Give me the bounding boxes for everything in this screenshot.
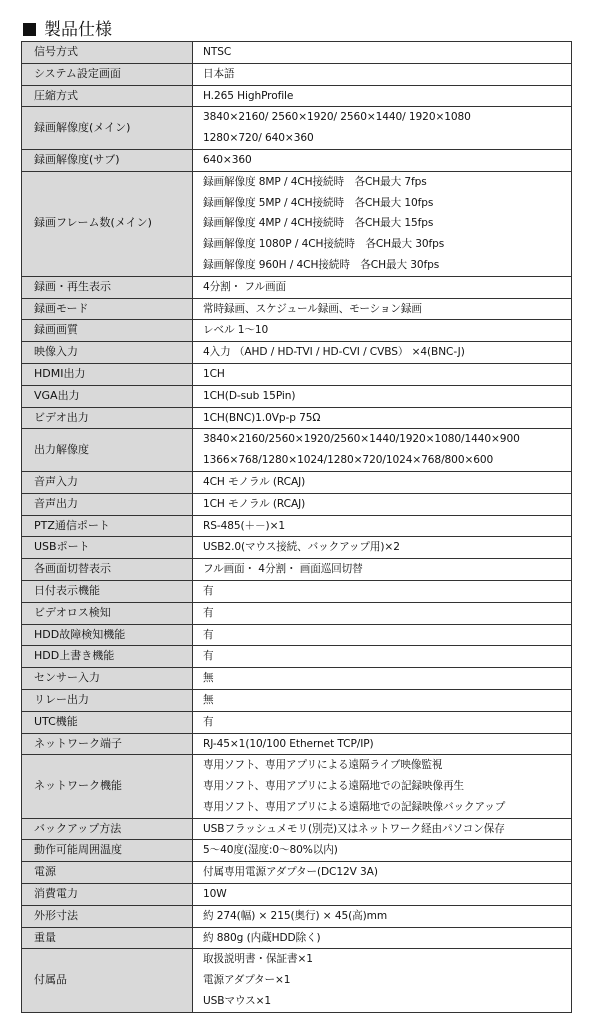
spec-label: 信号方式 [22, 42, 193, 64]
spec-value [193, 149, 572, 171]
spec-row [22, 927, 572, 949]
spec-value-line: 有 [203, 584, 214, 597]
spec-label: 電源 [22, 862, 193, 884]
spec-label: 圧縮方式 [22, 85, 193, 107]
spec-value-line: 専用ソフト、専用アプリによる遠隔ライブ映像監視 [203, 759, 443, 772]
spec-label: システム設定画面 [22, 63, 193, 85]
spec-row [22, 537, 572, 559]
spec-value-line: 専用ソフト、専用アプリによる遠隔地での記録映像バックアップ [203, 800, 506, 813]
spec-value-line: 1CH(BNC)1.0Vp-p 75Ω [203, 411, 321, 424]
spec-row [22, 905, 572, 927]
spec-row [22, 493, 572, 515]
spec-label: VGA出力 [22, 385, 193, 407]
spec-value-line: USB2.0(マウス接続、バックアップ用)×2 [203, 541, 400, 554]
spec-row [22, 818, 572, 840]
spec-label: HDMI出力 [22, 363, 193, 385]
spec-row [22, 429, 572, 472]
spec-value-line: 3840×2160/2560×1920/2560×1440/1920×1080/1440×900 [203, 433, 520, 446]
spec-value [193, 320, 572, 342]
spec-value-line: レベル 1〜10 [203, 324, 269, 337]
spec-value [193, 342, 572, 364]
spec-row [22, 624, 572, 646]
spec-row [22, 559, 572, 581]
spec-value-line: 有 [203, 606, 214, 619]
spec-row [22, 85, 572, 107]
spec-value-line: 約 274(幅) × 215(奥行) × 45(高)mm [203, 909, 388, 922]
spec-value-line: 1280×720/ 640×360 [203, 132, 314, 145]
spec-label: 音声入力 [22, 471, 193, 493]
spec-value [193, 905, 572, 927]
spec-value-line: USBマウス×1 [203, 995, 272, 1008]
spec-label: PTZ通信ポート [22, 515, 193, 537]
spec-label: 各画面切替表示 [22, 559, 193, 581]
spec-value [193, 537, 572, 559]
spec-row [22, 689, 572, 711]
spec-value-line: 4入力 （AHD / HD-TVI / HD-CVI / CVBS） ×4(BNC-J) [203, 346, 465, 359]
spec-label: HDD故障検知機能 [22, 624, 193, 646]
spec-label: バックアップ方法 [22, 818, 193, 840]
spec-value [193, 646, 572, 668]
spec-value-line: 録画解像度 1080P / 4CH接続時 各CH最大 30fps [203, 238, 445, 251]
spec-label: 重量 [22, 927, 193, 949]
spec-row [22, 602, 572, 624]
spec-value-line: 日本語 [203, 67, 235, 80]
spec-value [193, 42, 572, 64]
spec-label: ビデオ出力 [22, 407, 193, 429]
spec-value [193, 927, 572, 949]
spec-row [22, 949, 572, 1012]
spec-row [22, 862, 572, 884]
spec-value-line: フル画面・ 4分割・ 画面巡回切替 [203, 563, 363, 576]
spec-value-line: 録画解像度 5MP / 4CH接続時 各CH最大 10fps [203, 196, 434, 209]
spec-value-line: 1CH [203, 367, 225, 380]
spec-value-line: RJ-45×1(10/100 Ethernet TCP/IP) [203, 737, 374, 750]
spec-label: 録画解像度(サブ) [22, 149, 193, 171]
spec-value-line: 10W [203, 888, 227, 901]
spec-row [22, 580, 572, 602]
spec-value-line: RS-485(＋－)×1 [203, 519, 285, 532]
spec-value [193, 884, 572, 906]
spec-label: 録画フレーム数(メイン) [22, 171, 193, 276]
spec-row [22, 711, 572, 733]
spec-row [22, 63, 572, 85]
spec-label: 消費電力 [22, 884, 193, 906]
spec-row [22, 840, 572, 862]
spec-label: 録画画質 [22, 320, 193, 342]
spec-value [193, 276, 572, 298]
spec-value [193, 385, 572, 407]
spec-value-line: 専用ソフト、専用アプリによる遠隔地での記録映像再生 [203, 780, 464, 793]
spec-value-line: 常時録画、スケジュール録画、モーション録画 [203, 302, 422, 315]
spec-value [193, 711, 572, 733]
spec-value [193, 949, 572, 1012]
spec-value [193, 624, 572, 646]
spec-value-line: 無 [203, 672, 214, 685]
spec-label: ネットワーク端子 [22, 733, 193, 755]
spec-label: 映像入力 [22, 342, 193, 364]
spec-row [22, 298, 572, 320]
spec-label: 録画モード [22, 298, 193, 320]
spec-label: UTC機能 [22, 711, 193, 733]
spec-value-line: 640×360 [203, 153, 252, 166]
spec-value [193, 493, 572, 515]
spec-value [193, 107, 572, 150]
spec-value [193, 689, 572, 711]
spec-label: 付属品 [22, 949, 193, 1012]
spec-row [22, 342, 572, 364]
page-title [23, 18, 112, 42]
spec-row [22, 884, 572, 906]
spec-value [193, 298, 572, 320]
spec-value-line: 電源アダプター×1 [203, 974, 291, 987]
spec-value [193, 407, 572, 429]
spec-value [193, 363, 572, 385]
spec-value [193, 862, 572, 884]
spec-value [193, 755, 572, 818]
spec-label: 動作可能周囲温度 [22, 840, 193, 862]
spec-value [193, 818, 572, 840]
spec-value [193, 63, 572, 85]
spec-value [193, 580, 572, 602]
spec-value [193, 85, 572, 107]
spec-label: センサー入力 [22, 668, 193, 690]
spec-label: ビデオロス検知 [22, 602, 193, 624]
spec-label: 音声出力 [22, 493, 193, 515]
spec-row [22, 407, 572, 429]
spec-value [193, 171, 572, 276]
spec-value-line: USBフラッシュメモリ(別売)又はネットワーク経由パソコン保存 [203, 822, 505, 835]
spec-row [22, 149, 572, 171]
spec-value [193, 515, 572, 537]
page-title-text: 製品仕様 [44, 20, 112, 40]
spec-table [21, 41, 572, 1013]
spec-row [22, 276, 572, 298]
spec-row [22, 320, 572, 342]
spec-row [22, 733, 572, 755]
spec-value-line: H.265 HighProfile [203, 89, 294, 102]
black-square-icon [23, 23, 36, 36]
spec-value-line: 1366×768/1280×1024/1280×720/1024×768/800×600 [203, 454, 494, 467]
spec-value [193, 429, 572, 472]
spec-label: リレー出力 [22, 689, 193, 711]
spec-value-line: 録画解像度 960H / 4CH接続時 各CH最大 30fps [203, 258, 440, 271]
spec-value [193, 668, 572, 690]
spec-label: 外形寸法 [22, 905, 193, 927]
spec-value [193, 733, 572, 755]
spec-value-line: 取扱説明書・保証書×1 [203, 953, 313, 966]
spec-value-line: 有 [203, 715, 214, 728]
spec-value-line: 有 [203, 650, 214, 663]
spec-row [22, 668, 572, 690]
spec-value [193, 559, 572, 581]
spec-value-line: NTSC [203, 46, 232, 58]
spec-value-line: 有 [203, 628, 214, 641]
spec-row [22, 471, 572, 493]
spec-row [22, 755, 572, 818]
spec-value-line: 1CH モノラル (RCAJ) [203, 497, 306, 510]
spec-row [22, 42, 572, 64]
spec-value-line: 3840×2160/ 2560×1920/ 2560×1440/ 1920×1080 [203, 111, 471, 124]
spec-row [22, 363, 572, 385]
spec-row [22, 646, 572, 668]
spec-value [193, 602, 572, 624]
spec-row [22, 515, 572, 537]
spec-label: 録画解像度(メイン) [22, 107, 193, 150]
spec-label: 出力解像度 [22, 429, 193, 472]
spec-value-line: 約 880g (内蔵HDD除く) [203, 931, 321, 944]
spec-row [22, 107, 572, 150]
spec-value-line: 録画解像度 4MP / 4CH接続時 各CH最大 15fps [203, 217, 434, 230]
spec-value-line: 5〜40度(湿度:0〜80%以内) [203, 844, 338, 857]
spec-value-line: 録画解像度 8MP / 4CH接続時 各CH最大 7fps [203, 175, 427, 188]
spec-label: 録画・再生表示 [22, 276, 193, 298]
spec-label: USBポート [22, 537, 193, 559]
spec-value-line: 1CH(D-sub 15Pin) [203, 389, 296, 402]
spec-label: 日付表示機能 [22, 580, 193, 602]
spec-value [193, 471, 572, 493]
spec-value-line: 付属専用電源アダプター(DC12V 3A) [203, 866, 378, 879]
spec-value-line: 4分割・ フル画面 [203, 280, 286, 293]
spec-row [22, 171, 572, 276]
spec-table-body [22, 42, 572, 1013]
spec-label: ネットワーク機能 [22, 755, 193, 818]
spec-value-line: 4CH モノラル (RCAJ) [203, 475, 306, 488]
spec-value-line: 無 [203, 693, 214, 706]
spec-row [22, 385, 572, 407]
spec-value [193, 840, 572, 862]
spec-label: HDD上書き機能 [22, 646, 193, 668]
